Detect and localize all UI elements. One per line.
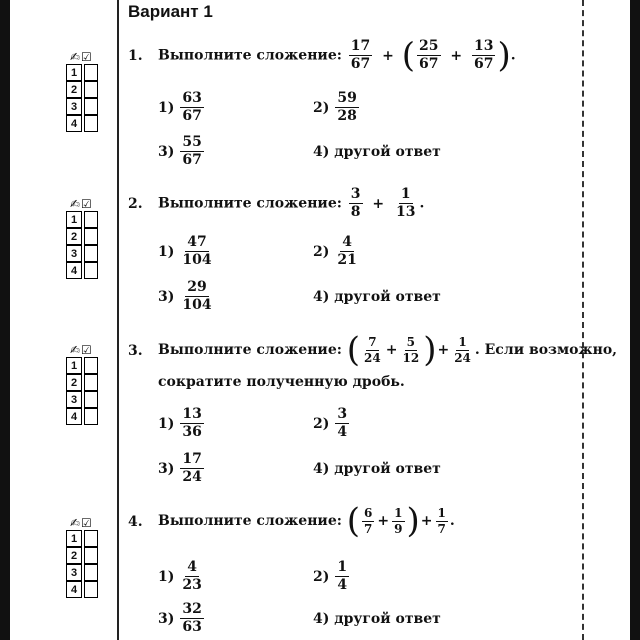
option-4: 4) другой ответ: [313, 611, 441, 627]
answer-cell-4[interactable]: [84, 115, 98, 132]
answer-box: ✍☑ 1 2 3 4: [66, 50, 112, 132]
task-prompt: Выполните сложение: ( $\frac{6}{7}$ + $\frac{1}{9}$ )+ $\frac{1}{7}$ .: [158, 501, 455, 541]
answer-cell-1[interactable]: [84, 530, 98, 547]
answer-cell-3[interactable]: [84, 391, 98, 408]
option-2: 2) $\frac{4}{21}$: [313, 234, 357, 268]
pencil-check-icon: ✍☑: [70, 197, 93, 211]
answer-cell-1[interactable]: [84, 211, 98, 228]
answer-cell-4[interactable]: [84, 262, 98, 279]
answer-cell-3[interactable]: [84, 245, 98, 262]
task-number: 1.: [128, 48, 143, 64]
task-number: 2.: [128, 196, 143, 212]
pencil-check-icon: ✍☑: [70, 516, 93, 530]
answer-cell-2[interactable]: [84, 547, 98, 564]
option-4: 4) другой ответ: [313, 461, 441, 477]
option-4: 4) другой ответ: [313, 144, 441, 160]
option-2: 2) $\frac{1}{4}$: [313, 559, 348, 593]
option-3: 3) $\frac{29}{104}$: [158, 279, 212, 313]
answer-cell-4[interactable]: [84, 581, 98, 598]
margin-line: [117, 0, 119, 640]
option-3: 3) $\frac{32}{63}$: [158, 601, 202, 635]
answer-cell-2[interactable]: [84, 81, 98, 98]
worksheet-page: [10, 0, 630, 640]
answer-cell-2[interactable]: [84, 228, 98, 245]
pencil-check-icon: ✍☑: [70, 50, 93, 64]
task-prompt: Выполните сложение: $\frac{3}{8}$ + $\frac{1}{13}$ .: [158, 186, 425, 220]
option-3: 3) $\frac{55}{67}$: [158, 134, 202, 168]
option-1: 1) $\frac{47}{104}$: [158, 234, 212, 268]
task-prompt: Выполните сложение: $\frac{17}{67}$ + ( $\frac{25}{67}$ + $\frac{13}{67}$ ).: [158, 35, 516, 76]
answer-box: ✍☑ 1 2 3 4: [66, 343, 112, 425]
task-prompt-line2: сократите полученную дробь.: [158, 374, 405, 390]
answer-cell-3[interactable]: [84, 98, 98, 115]
option-2: 2) $\frac{3}{4}$: [313, 406, 348, 440]
answer-cell-4[interactable]: [84, 408, 98, 425]
cut-line: [582, 0, 584, 640]
option-1: 1) $\frac{13}{36}$: [158, 406, 202, 440]
task-number: 4.: [128, 514, 143, 530]
task-number: 3.: [128, 343, 143, 359]
answer-cell-2[interactable]: [84, 374, 98, 391]
option-1: 1) $\frac{63}{67}$: [158, 90, 202, 124]
option-1: 1) $\frac{4}{23}$: [158, 559, 202, 593]
answer-cell-1[interactable]: [84, 64, 98, 81]
task-prompt: Выполните сложение: ( $\frac{7}{24}$ + $\frac{5}{12}$ )+ $\frac{1}{24}$ . Если возможно,: [158, 330, 618, 370]
pencil-check-icon: ✍☑: [70, 343, 93, 357]
option-3: 3) $\frac{17}{24}$: [158, 451, 202, 485]
answer-box: ✍☑ 1 2 3 4: [66, 516, 112, 598]
variant-title: Вариант 1: [128, 2, 213, 21]
answer-cell-3[interactable]: [84, 564, 98, 581]
option-2: 2) $\frac{59}{28}$: [313, 90, 357, 124]
answer-box: ✍☑ 1 2 3 4: [66, 197, 112, 279]
answer-cell-1[interactable]: [84, 357, 98, 374]
option-4: 4) другой ответ: [313, 289, 441, 305]
